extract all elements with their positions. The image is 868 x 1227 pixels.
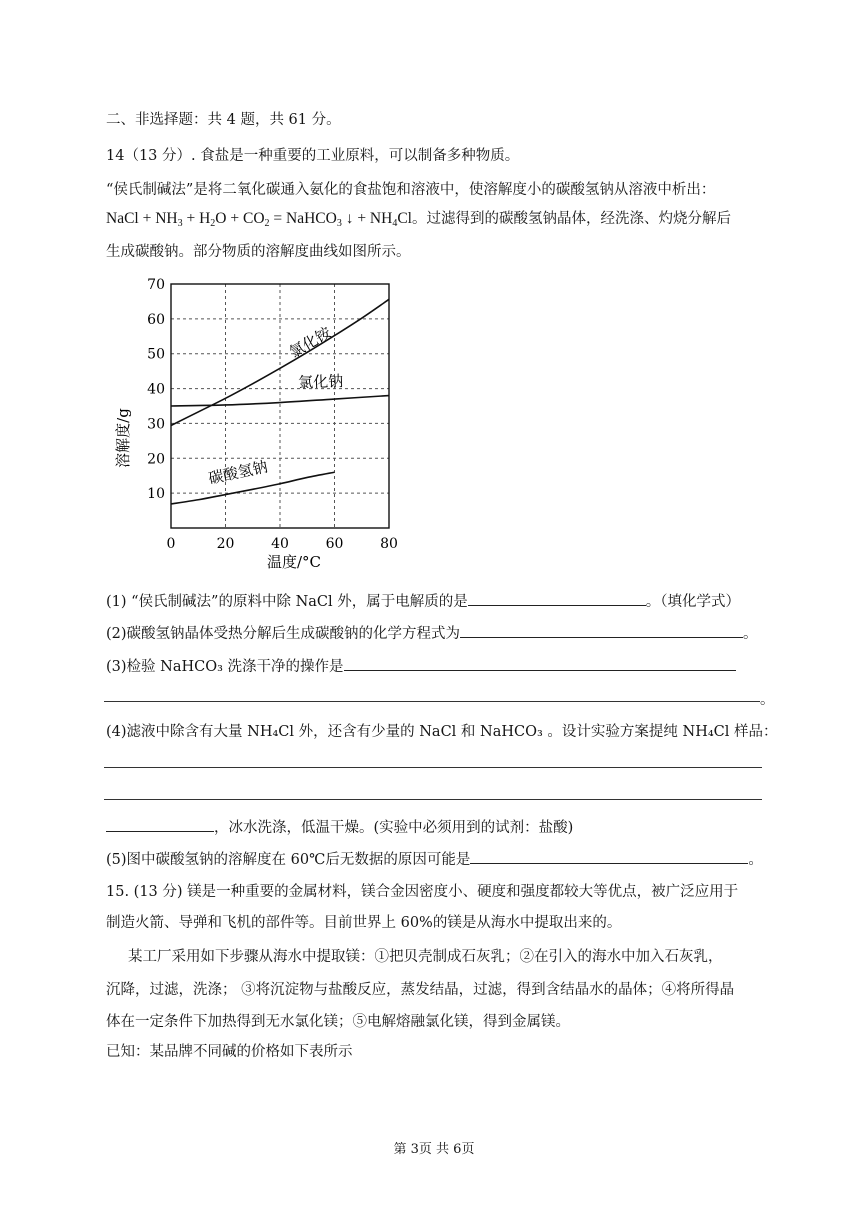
section-title: 二、非选择题：共 4 题，共 61 分。 (106, 112, 341, 128)
y-tick-label-50: 50 (147, 346, 165, 363)
chart-curves (171, 299, 389, 504)
q14-sub5 (106, 848, 763, 869)
y-tick-label-30: 30 (147, 416, 165, 433)
x-tick-label-80: 80 (380, 536, 398, 552)
q14-sub1 (106, 590, 740, 611)
q15-line2: 制造火箭、导弹和飞机的部件等。目前世界上 60%的镁是从海水中提取出来的。 (106, 915, 622, 931)
y-tick-label-70: 70 (147, 277, 165, 293)
period-mark-3: 。 (760, 692, 775, 708)
curve-label-2: 碳酸氢钠 (206, 457, 270, 488)
q14-sub4: (4)滤液中除含有大量 NH₄Cl 外，还含有少量的 NaCl 和 NaHCO₃ 。设计实验方案提纯 NH₄Cl 样品： (106, 724, 778, 740)
x-tick-label-60: 60 (325, 536, 344, 552)
period-mark: 。 (743, 626, 758, 642)
q14-intro-line1: “侯氏制碱法”是将二氧化碳通入氨化的食盐饱和溶液中，使溶解度小的碳酸氢钠从溶液中析出： (106, 182, 716, 198)
q14-header: 14（13 分）. 食盐是一种重要的工业原料，可以制备多种物质。 (106, 148, 520, 164)
q15-line5: 体在一定条件下加热得到无水氯化镁；⑤电解熔融氯化镁，得到金属镁。 (106, 1014, 570, 1030)
curve-label-1: 氯化钠 (297, 372, 344, 392)
x-tick-label-20: 20 (216, 536, 235, 552)
x-tick-label-0: 0 (166, 536, 176, 552)
q14-sub3 (106, 655, 736, 676)
q14-equation-line (106, 207, 731, 229)
x-tick-label-40: 40 (271, 536, 289, 552)
answer-line-3b[interactable] (104, 701, 760, 702)
q14-sub3-text: (3)检验 NaHCO₃ 洗涤干净的操作是 (106, 659, 344, 675)
y-tick-label-40: 40 (147, 381, 165, 398)
answer-line-4a[interactable] (104, 767, 762, 768)
chart-y-axis-label: 溶解度/g (114, 408, 132, 468)
solubility-chart (108, 270, 408, 580)
q15-line1: 15. (13 分) 镁是一种重要的金属材料，镁合金因密度小、硬度和强度都较大等优点，被广泛应用于 (106, 884, 739, 900)
equation-tail: 。过滤得到的碳酸氢钠晶体，经洗涤、灼烧分解后 (411, 211, 731, 227)
curve-label-0: 氯化铵 (286, 323, 335, 362)
q14-intro-line3: 生成碳酸钠。部分物质的溶解度曲线如图所示。 (106, 244, 411, 260)
reaction-equation: NaCl + $NH_3 + H_2O + CO_2$ = NaHCO$_3$ ↓ + $NH_4Cl$ (106, 210, 412, 229)
q15-line6: 已知：某品牌不同碱的价格如下表所示 (106, 1044, 353, 1060)
q14-sub2-text: (2)碳酸氢钠晶体受热分解后生成碳酸钠的化学方程式为 (106, 626, 461, 642)
period-mark: 。 (748, 852, 763, 868)
answer-blank-3a[interactable] (344, 656, 736, 671)
q14-sub5-text: (5)图中碳酸氢钠的溶解度在 60℃后无数据的原因可能是 (106, 852, 471, 868)
answer-blank-4c[interactable] (106, 817, 214, 832)
y-tick-label-60: 60 (147, 311, 165, 328)
page-footer: 第 3页 共 6页 (393, 1142, 475, 1157)
q14-sub1-text: (1) “侯氏制碱法”的原料中除 NaCl 外，属于电解质的是 (106, 594, 468, 610)
answer-blank-2[interactable] (460, 623, 743, 638)
y-tick-label-20: 20 (147, 451, 165, 468)
q14-sub2 (106, 622, 758, 643)
q14-sub4-tail (106, 816, 573, 837)
q14-sub4-tail-text: ，冰水洗涤，低温干燥。(实验中必须用到的试剂：盐酸) (214, 820, 574, 836)
answer-blank-1[interactable] (468, 591, 646, 606)
answer-line-4b[interactable] (104, 799, 762, 800)
chart-x-axis-label: 温度/°C (266, 553, 322, 571)
q15-line4: 沉降，过滤，洗涤； ③将沉淀物与盐酸反应，蒸发结晶，过滤，得到含结晶水的晶体；④将所得晶 (106, 982, 735, 998)
q15-line3: 某工厂采用如下步骤从海水中提取镁：①把贝壳制成石灰乳；②在引入的海水中加入石灰乳， (128, 949, 723, 965)
q14-sub1-suffix: 。（填化学式） (645, 594, 741, 610)
y-tick-label-10: 10 (147, 486, 165, 503)
answer-blank-5[interactable] (470, 849, 748, 864)
